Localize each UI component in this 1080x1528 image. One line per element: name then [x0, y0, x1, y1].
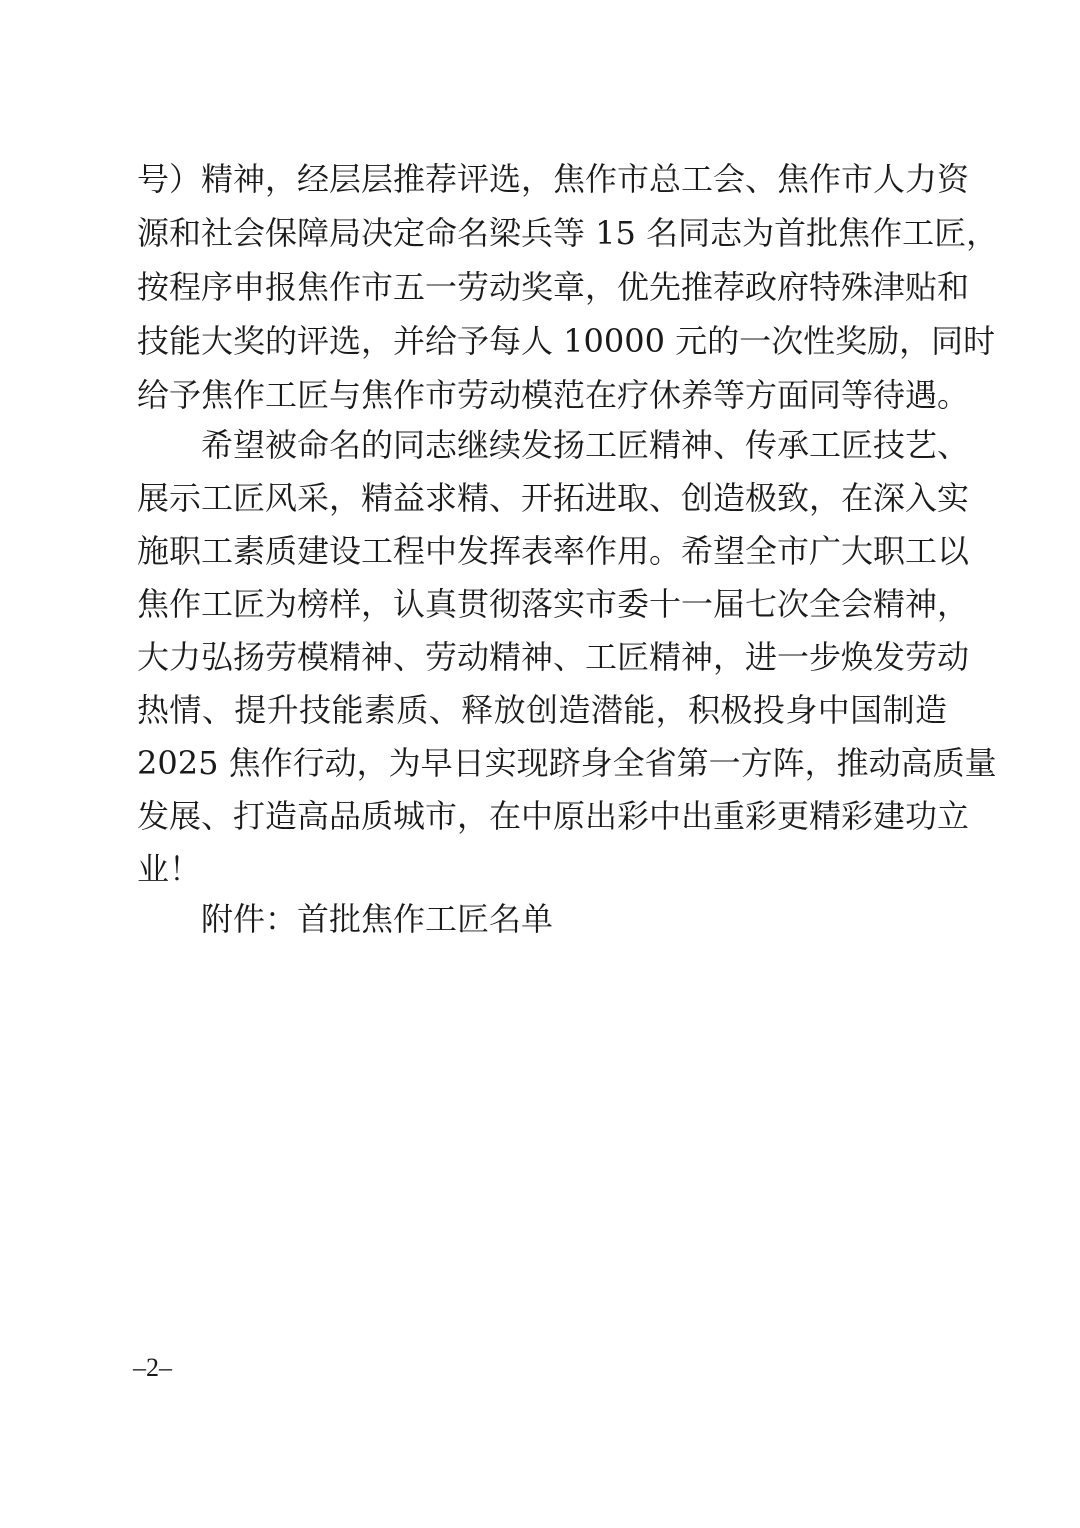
paragraph-2-line-1: 希望被命名的同志继续发扬工匠精神、传承工匠技艺、	[201, 426, 970, 464]
paragraph-1-line-3: 按程序申报焦作市五一劳动奖章，优先推荐政府特殊津贴和	[137, 268, 970, 306]
paragraph-1-line-1: 号）精神，经层层推荐评选，焦作市总工会、焦作市人力资	[137, 160, 970, 198]
paragraph-2-line-9: 业！	[137, 850, 202, 888]
paragraph-2-line-5: 大力弘扬劳模精神、劳动精神、工匠精神，进一步焕发劳动	[137, 638, 970, 676]
paragraph-2-line-4: 焦作工匠为榜样，认真贯彻落实市委十一届七次全会精神，	[137, 585, 970, 623]
page-number: –2–	[133, 1353, 172, 1382]
attachment-line: 附件：首批焦作工匠名单	[201, 900, 554, 938]
paragraph-2-line-2: 展示工匠风采，精益求精、开拓进取、创造极致，在深入实	[137, 479, 970, 517]
paragraph-2-line-8: 发展、打造高品质城市，在中原出彩中出重彩更精彩建功立	[137, 797, 970, 835]
paragraph-1-line-2: 源和社会保障局决定命名梁兵等 15 名同志为首批焦作工匠，	[137, 214, 999, 252]
paragraph-1-line-5: 给予焦作工匠与焦作市劳动模范在疗休养等方面同等待遇。	[137, 376, 970, 414]
paragraph-2-line-6: 热情、提升技能素质、释放创造潜能，积极投身中国制造	[137, 691, 947, 729]
paragraph-2-line-3: 施职工素质建设工程中发挥表率作用。希望全市广大职工以	[137, 532, 970, 570]
paragraph-2-line-7: 2025 焦作行动，为早日实现跻身全省第一方阵，推动高质量	[137, 744, 997, 782]
paragraph-1-line-4: 技能大奖的评选，并给予每人 10000 元的一次性奖励，同时	[137, 322, 996, 360]
